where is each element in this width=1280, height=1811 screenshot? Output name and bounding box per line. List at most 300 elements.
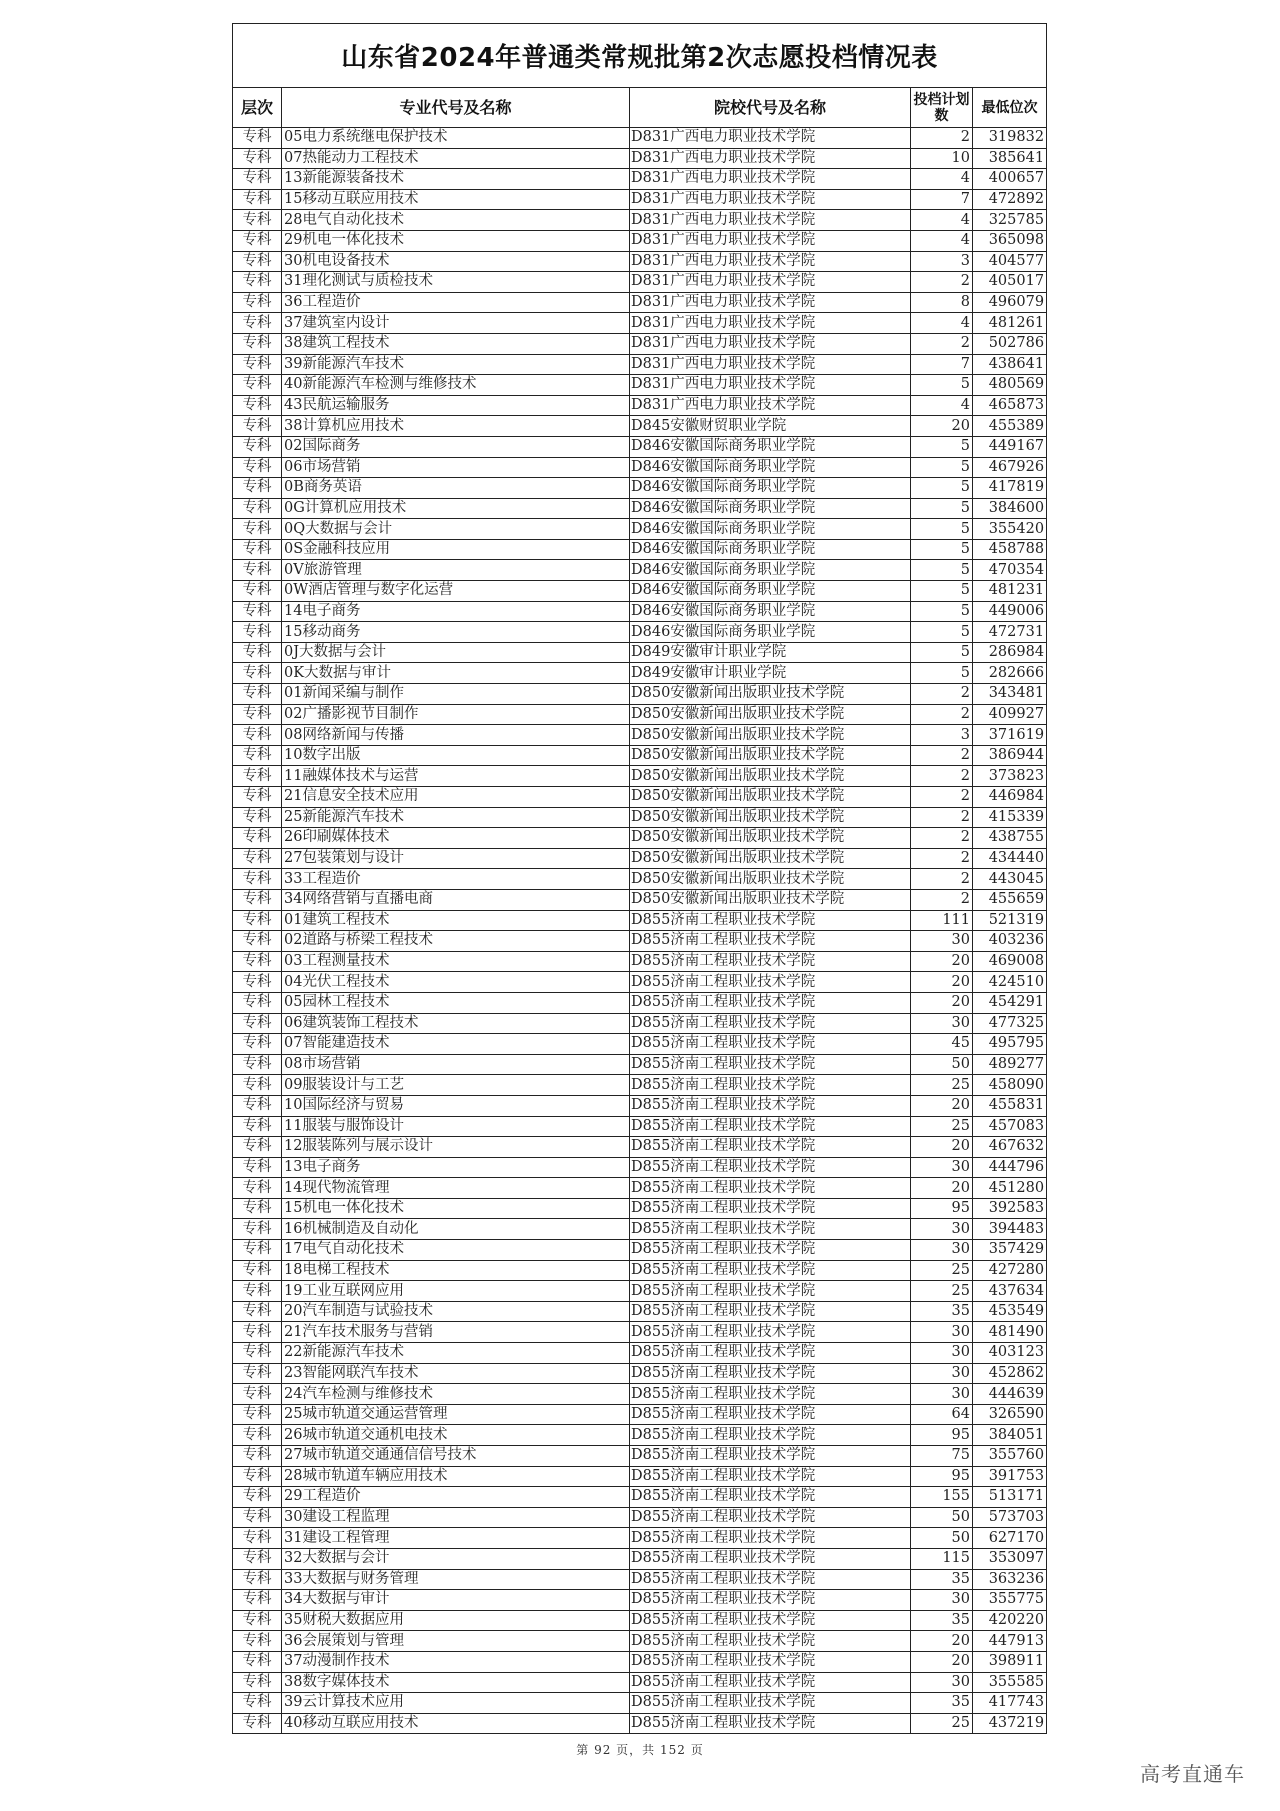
cell-min-rank: 481490 (973, 1322, 1047, 1343)
cell-major: 10数字出版 (282, 745, 630, 766)
cell-plan: 2 (911, 745, 973, 766)
cell-plan: 8 (911, 292, 973, 313)
cell-school: D846安徽国际商务职业学院 (630, 436, 911, 457)
cell-plan: 25 (911, 1075, 973, 1096)
cell-school: D855济南工程职业技术学院 (630, 1013, 911, 1034)
cell-level: 专科 (233, 1219, 282, 1240)
cell-major: 02国际商务 (282, 436, 630, 457)
cell-major: 15移动商务 (282, 622, 630, 643)
cell-level: 专科 (233, 519, 282, 540)
cell-min-rank: 363236 (973, 1569, 1047, 1590)
cell-level: 专科 (233, 1054, 282, 1075)
table-row (233, 1178, 1047, 1199)
table-header-row (233, 88, 1047, 128)
cell-plan: 10 (911, 148, 973, 169)
cell-plan: 50 (911, 1528, 973, 1549)
cell-level: 专科 (233, 210, 282, 231)
cell-min-rank: 458788 (973, 539, 1047, 560)
cell-min-rank: 513171 (973, 1487, 1047, 1508)
cell-plan: 2 (911, 766, 973, 787)
cell-school: D855济南工程职业技术学院 (630, 1693, 911, 1714)
table-row (233, 642, 1047, 663)
cell-plan: 25 (911, 1713, 973, 1734)
cell-plan: 5 (911, 601, 973, 622)
cell-min-rank: 353097 (973, 1548, 1047, 1569)
cell-level: 专科 (233, 478, 282, 499)
cell-level: 专科 (233, 910, 282, 931)
cell-level: 专科 (233, 1178, 282, 1199)
table-row (233, 230, 1047, 251)
cell-major: 14电子商务 (282, 601, 630, 622)
cell-plan: 4 (911, 395, 973, 416)
table-row (233, 951, 1047, 972)
cell-major: 16机械制造及自动化 (282, 1219, 630, 1240)
cell-min-rank: 424510 (973, 972, 1047, 993)
cell-min-rank: 355420 (973, 519, 1047, 540)
cell-level: 专科 (233, 1713, 282, 1734)
table-row (233, 1281, 1047, 1302)
cell-level: 专科 (233, 1157, 282, 1178)
cell-major: 0S金融科技应用 (282, 539, 630, 560)
cell-school: D831广西电力职业技术学院 (630, 395, 911, 416)
cell-level: 专科 (233, 745, 282, 766)
cell-major: 0K大数据与审计 (282, 663, 630, 684)
cell-school: D855济南工程职业技术学院 (630, 1034, 911, 1055)
cell-min-rank: 355760 (973, 1446, 1047, 1467)
cell-major: 32大数据与会计 (282, 1548, 630, 1569)
cell-major: 20汽车制造与试验技术 (282, 1301, 630, 1322)
cell-min-rank: 371619 (973, 725, 1047, 746)
cell-min-rank: 437634 (973, 1281, 1047, 1302)
cell-school: D831广西电力职业技术学院 (630, 272, 911, 293)
cell-major: 05园林工程技术 (282, 992, 630, 1013)
cell-min-rank: 447913 (973, 1631, 1047, 1652)
cell-major: 43民航运输服务 (282, 395, 630, 416)
cell-plan: 5 (911, 478, 973, 499)
cell-level: 专科 (233, 457, 282, 478)
cell-plan: 30 (911, 1219, 973, 1240)
cell-level: 专科 (233, 787, 282, 808)
cell-min-rank: 452862 (973, 1363, 1047, 1384)
cell-plan: 4 (911, 230, 973, 251)
table-row (233, 375, 1047, 396)
cell-school: D850安徽新闻出版职业技术学院 (630, 889, 911, 910)
cell-major: 05电力系统继电保护技术 (282, 128, 630, 149)
cell-plan: 20 (911, 1631, 973, 1652)
cell-major: 17电气自动化技术 (282, 1240, 630, 1261)
cell-plan: 30 (911, 1322, 973, 1343)
cell-school: D831广西电力职业技术学院 (630, 313, 911, 334)
cell-min-rank: 457083 (973, 1116, 1047, 1137)
table-row (233, 1322, 1047, 1343)
cell-min-rank: 437219 (973, 1713, 1047, 1734)
cell-plan: 25 (911, 1281, 973, 1302)
cell-school: D855济南工程职业技术学院 (630, 1569, 911, 1590)
cell-major: 24汽车检测与维修技术 (282, 1384, 630, 1405)
cell-plan: 75 (911, 1446, 973, 1467)
cell-min-rank: 453549 (973, 1301, 1047, 1322)
cell-major: 0W酒店管理与数字化运营 (282, 581, 630, 602)
cell-level: 专科 (233, 148, 282, 169)
cell-major: 21汽车技术服务与营销 (282, 1322, 630, 1343)
cell-min-rank: 385641 (973, 148, 1047, 169)
cell-level: 专科 (233, 230, 282, 251)
cell-level: 专科 (233, 313, 282, 334)
cell-plan: 5 (911, 498, 973, 519)
table-row (233, 1487, 1047, 1508)
cell-plan: 115 (911, 1548, 973, 1569)
cell-school: D855济南工程职业技术学院 (630, 931, 911, 952)
cell-school: D831广西电力职业技术学院 (630, 333, 911, 354)
cell-school: D846安徽国际商务职业学院 (630, 581, 911, 602)
table-row (233, 745, 1047, 766)
cell-major: 15移动互联应用技术 (282, 189, 630, 210)
cell-school: D855济南工程职业技术学院 (630, 1116, 911, 1137)
cell-min-rank: 415339 (973, 807, 1047, 828)
cell-school: D831广西电力职业技术学院 (630, 375, 911, 396)
cell-school: D855济南工程职业技术学院 (630, 1713, 911, 1734)
page-title: 山东省2024年普通类常规批第2次志愿投档情况表 (233, 24, 1047, 88)
table-row (233, 560, 1047, 581)
cell-level: 专科 (233, 560, 282, 581)
table-row (233, 333, 1047, 354)
cell-min-rank: 319832 (973, 128, 1047, 149)
cell-level: 专科 (233, 684, 282, 705)
cell-major: 33工程造价 (282, 869, 630, 890)
cell-level: 专科 (233, 828, 282, 849)
table-row (233, 766, 1047, 787)
cell-min-rank: 398911 (973, 1651, 1047, 1672)
cell-major: 25城市轨道交通运营管理 (282, 1404, 630, 1425)
cell-plan: 25 (911, 1260, 973, 1281)
cell-major: 31建设工程管理 (282, 1528, 630, 1549)
table-row (233, 1054, 1047, 1075)
cell-min-rank: 282666 (973, 663, 1047, 684)
cell-school: D850安徽新闻出版职业技术学院 (630, 745, 911, 766)
cell-major: 11融媒体技术与运营 (282, 766, 630, 787)
cell-level: 专科 (233, 1013, 282, 1034)
cell-level: 专科 (233, 1446, 282, 1467)
cell-plan: 30 (911, 1590, 973, 1611)
cell-major: 10国际经济与贸易 (282, 1095, 630, 1116)
cell-min-rank: 481231 (973, 581, 1047, 602)
cell-min-rank: 405017 (973, 272, 1047, 293)
cell-major: 0V旅游管理 (282, 560, 630, 581)
cell-level: 专科 (233, 539, 282, 560)
table-row (233, 1034, 1047, 1055)
cell-school: D846安徽国际商务职业学院 (630, 478, 911, 499)
cell-plan: 3 (911, 725, 973, 746)
table-row (233, 519, 1047, 540)
cell-min-rank: 469008 (973, 951, 1047, 972)
cell-major: 23智能网联汽车技术 (282, 1363, 630, 1384)
cell-school: D850安徽新闻出版职业技术学院 (630, 869, 911, 890)
table-row (233, 354, 1047, 375)
cell-level: 专科 (233, 1487, 282, 1508)
cell-min-rank: 495795 (973, 1034, 1047, 1055)
cell-school: D831广西电力职业技术学院 (630, 251, 911, 272)
cell-plan: 5 (911, 560, 973, 581)
cell-plan: 2 (911, 704, 973, 725)
cell-min-rank: 404577 (973, 251, 1047, 272)
cell-min-rank: 355775 (973, 1590, 1047, 1611)
cell-school: D855济南工程职业技术学院 (630, 1590, 911, 1611)
cell-plan: 2 (911, 869, 973, 890)
cell-plan: 20 (911, 416, 973, 437)
cell-min-rank: 465873 (973, 395, 1047, 416)
cell-level: 专科 (233, 1672, 282, 1693)
cell-min-rank: 454291 (973, 992, 1047, 1013)
cell-level: 专科 (233, 1693, 282, 1714)
cell-plan: 5 (911, 663, 973, 684)
table-row (233, 251, 1047, 272)
table-row (233, 1260, 1047, 1281)
cell-school: D855济南工程职业技术学院 (630, 1322, 911, 1343)
cell-major: 03工程测量技术 (282, 951, 630, 972)
cell-min-rank: 417819 (973, 478, 1047, 499)
cell-major: 29工程造价 (282, 1487, 630, 1508)
cell-major: 18电梯工程技术 (282, 1260, 630, 1281)
cell-major: 02广播影视节目制作 (282, 704, 630, 725)
table-row (233, 1693, 1047, 1714)
cell-plan: 2 (911, 807, 973, 828)
cell-major: 12服装陈列与展示设计 (282, 1137, 630, 1158)
cell-major: 29机电一体化技术 (282, 230, 630, 251)
cell-plan: 5 (911, 457, 973, 478)
cell-min-rank: 434440 (973, 848, 1047, 869)
cell-major: 02道路与桥梁工程技术 (282, 931, 630, 952)
cell-plan: 2 (911, 848, 973, 869)
cell-min-rank: 481261 (973, 313, 1047, 334)
cell-level: 专科 (233, 1590, 282, 1611)
cell-plan: 20 (911, 992, 973, 1013)
cell-plan: 5 (911, 622, 973, 643)
cell-major: 07热能动力工程技术 (282, 148, 630, 169)
cell-plan: 5 (911, 519, 973, 540)
cell-school: D831广西电力职业技术学院 (630, 354, 911, 375)
cell-plan: 111 (911, 910, 973, 931)
cell-school: D855济南工程职业技术学院 (630, 1301, 911, 1322)
cell-plan: 20 (911, 1137, 973, 1158)
cell-min-rank: 458090 (973, 1075, 1047, 1096)
cell-plan: 2 (911, 333, 973, 354)
cell-school: D855济南工程职业技术学院 (630, 1137, 911, 1158)
cell-major: 07智能建造技术 (282, 1034, 630, 1055)
cell-major: 21信息安全技术应用 (282, 787, 630, 808)
cell-school: D850安徽新闻出版职业技术学院 (630, 848, 911, 869)
cell-plan: 95 (911, 1466, 973, 1487)
cell-level: 专科 (233, 1425, 282, 1446)
header-major: 专业代号及名称 (282, 88, 630, 128)
cell-min-rank: 355585 (973, 1672, 1047, 1693)
table-row (233, 1672, 1047, 1693)
cell-major: 08网络新闻与传播 (282, 725, 630, 746)
cell-plan: 2 (911, 828, 973, 849)
cell-school: D855济南工程职业技术学院 (630, 1095, 911, 1116)
cell-level: 专科 (233, 1116, 282, 1137)
cell-plan: 2 (911, 272, 973, 293)
cell-min-rank: 444796 (973, 1157, 1047, 1178)
table-row (233, 1631, 1047, 1652)
cell-min-rank: 386944 (973, 745, 1047, 766)
table-row (233, 416, 1047, 437)
cell-min-rank: 373823 (973, 766, 1047, 787)
cell-major: 08市场营销 (282, 1054, 630, 1075)
admission-table (232, 23, 1047, 1734)
cell-min-rank: 403123 (973, 1343, 1047, 1364)
cell-plan: 2 (911, 128, 973, 149)
cell-school: D831广西电力职业技术学院 (630, 210, 911, 231)
cell-min-rank: 467926 (973, 457, 1047, 478)
cell-plan: 35 (911, 1569, 973, 1590)
cell-level: 专科 (233, 251, 282, 272)
table-row (233, 169, 1047, 190)
cell-major: 34大数据与审计 (282, 1590, 630, 1611)
table-row (233, 436, 1047, 457)
cell-major: 01新闻采编与制作 (282, 684, 630, 705)
cell-min-rank: 470354 (973, 560, 1047, 581)
cell-school: D831广西电力职业技术学院 (630, 292, 911, 313)
cell-level: 专科 (233, 395, 282, 416)
cell-major: 33大数据与财务管理 (282, 1569, 630, 1590)
cell-min-rank: 420220 (973, 1610, 1047, 1631)
cell-plan: 45 (911, 1034, 973, 1055)
cell-min-rank: 489277 (973, 1054, 1047, 1075)
table-row (233, 395, 1047, 416)
table-row (233, 1528, 1047, 1549)
cell-level: 专科 (233, 992, 282, 1013)
cell-min-rank: 444639 (973, 1384, 1047, 1405)
cell-school: D855济南工程职业技术学院 (630, 1240, 911, 1261)
cell-min-rank: 496079 (973, 292, 1047, 313)
cell-plan: 35 (911, 1301, 973, 1322)
cell-level: 专科 (233, 1404, 282, 1425)
cell-min-rank: 443045 (973, 869, 1047, 890)
table-row (233, 622, 1047, 643)
cell-school: D846安徽国际商务职业学院 (630, 601, 911, 622)
table-row (233, 457, 1047, 478)
cell-school: D855济南工程职业技术学院 (630, 1507, 911, 1528)
cell-school: D855济南工程职业技术学院 (630, 1487, 911, 1508)
cell-min-rank: 417743 (973, 1693, 1047, 1714)
cell-school: D855济南工程职业技术学院 (630, 1425, 911, 1446)
cell-school: D846安徽国际商务职业学院 (630, 539, 911, 560)
table-row (233, 1363, 1047, 1384)
cell-major: 34网络营销与直播电商 (282, 889, 630, 910)
cell-major: 39云计算技术应用 (282, 1693, 630, 1714)
cell-level: 专科 (233, 1610, 282, 1631)
table-row (233, 1157, 1047, 1178)
cell-plan: 20 (911, 1651, 973, 1672)
table-row (233, 931, 1047, 952)
cell-major: 0G计算机应用技术 (282, 498, 630, 519)
cell-school: D855济南工程职业技术学院 (630, 1528, 911, 1549)
cell-major: 38计算机应用技术 (282, 416, 630, 437)
table-row (233, 1013, 1047, 1034)
cell-major: 25新能源汽车技术 (282, 807, 630, 828)
cell-min-rank: 467632 (973, 1137, 1047, 1158)
cell-level: 专科 (233, 807, 282, 828)
cell-level: 专科 (233, 766, 282, 787)
table-row (233, 704, 1047, 725)
table-row (233, 663, 1047, 684)
table-row (233, 1713, 1047, 1734)
cell-level: 专科 (233, 1198, 282, 1219)
cell-level: 专科 (233, 272, 282, 293)
table-row (233, 313, 1047, 334)
cell-plan: 2 (911, 787, 973, 808)
cell-min-rank: 521319 (973, 910, 1047, 931)
table-row (233, 292, 1047, 313)
table-row (233, 148, 1047, 169)
cell-major: 28电气自动化技术 (282, 210, 630, 231)
cell-major: 26城市轨道交通机电技术 (282, 1425, 630, 1446)
header-plan: 投档计划数 (911, 88, 973, 128)
cell-plan: 30 (911, 1240, 973, 1261)
cell-level: 专科 (233, 889, 282, 910)
cell-major: 31理化测试与质检技术 (282, 272, 630, 293)
table-row (233, 1198, 1047, 1219)
cell-major: 38建筑工程技术 (282, 333, 630, 354)
cell-school: D855济南工程职业技术学院 (630, 1075, 911, 1096)
table-row (233, 828, 1047, 849)
cell-min-rank: 325785 (973, 210, 1047, 231)
cell-level: 专科 (233, 1240, 282, 1261)
table-row (233, 1301, 1047, 1322)
cell-major: 40移动互联应用技术 (282, 1713, 630, 1734)
table-row (233, 1219, 1047, 1240)
cell-min-rank: 391753 (973, 1466, 1047, 1487)
cell-school: D850安徽新闻出版职业技术学院 (630, 787, 911, 808)
cell-school: D855济南工程职业技术学院 (630, 992, 911, 1013)
cell-major: 14现代物流管理 (282, 1178, 630, 1199)
cell-min-rank: 384051 (973, 1425, 1047, 1446)
cell-plan: 64 (911, 1404, 973, 1425)
cell-min-rank: 451280 (973, 1178, 1047, 1199)
cell-major: 13电子商务 (282, 1157, 630, 1178)
cell-level: 专科 (233, 1363, 282, 1384)
cell-level: 专科 (233, 1034, 282, 1055)
cell-plan: 7 (911, 354, 973, 375)
cell-level: 专科 (233, 1281, 282, 1302)
table-row (233, 1569, 1047, 1590)
cell-level: 专科 (233, 704, 282, 725)
cell-school: D831广西电力职业技术学院 (630, 148, 911, 169)
table-row (233, 1610, 1047, 1631)
cell-plan: 95 (911, 1425, 973, 1446)
table-row (233, 725, 1047, 746)
cell-major: 11服装与服饰设计 (282, 1116, 630, 1137)
cell-school: D846安徽国际商务职业学院 (630, 560, 911, 581)
cell-min-rank: 455831 (973, 1095, 1047, 1116)
cell-major: 09服装设计与工艺 (282, 1075, 630, 1096)
table-row (233, 1590, 1047, 1611)
table-row (233, 210, 1047, 231)
cell-level: 专科 (233, 1322, 282, 1343)
cell-school: D831广西电力职业技术学院 (630, 128, 911, 149)
cell-school: D850安徽新闻出版职业技术学院 (630, 725, 911, 746)
cell-min-rank: 438755 (973, 828, 1047, 849)
cell-min-rank: 438641 (973, 354, 1047, 375)
cell-major: 06市场营销 (282, 457, 630, 478)
cell-min-rank: 286984 (973, 642, 1047, 663)
cell-level: 专科 (233, 1343, 282, 1364)
table-row (233, 992, 1047, 1013)
cell-min-rank: 403236 (973, 931, 1047, 952)
cell-min-rank: 573703 (973, 1507, 1047, 1528)
cell-plan: 5 (911, 539, 973, 560)
cell-major: 40新能源汽车检测与维修技术 (282, 375, 630, 396)
